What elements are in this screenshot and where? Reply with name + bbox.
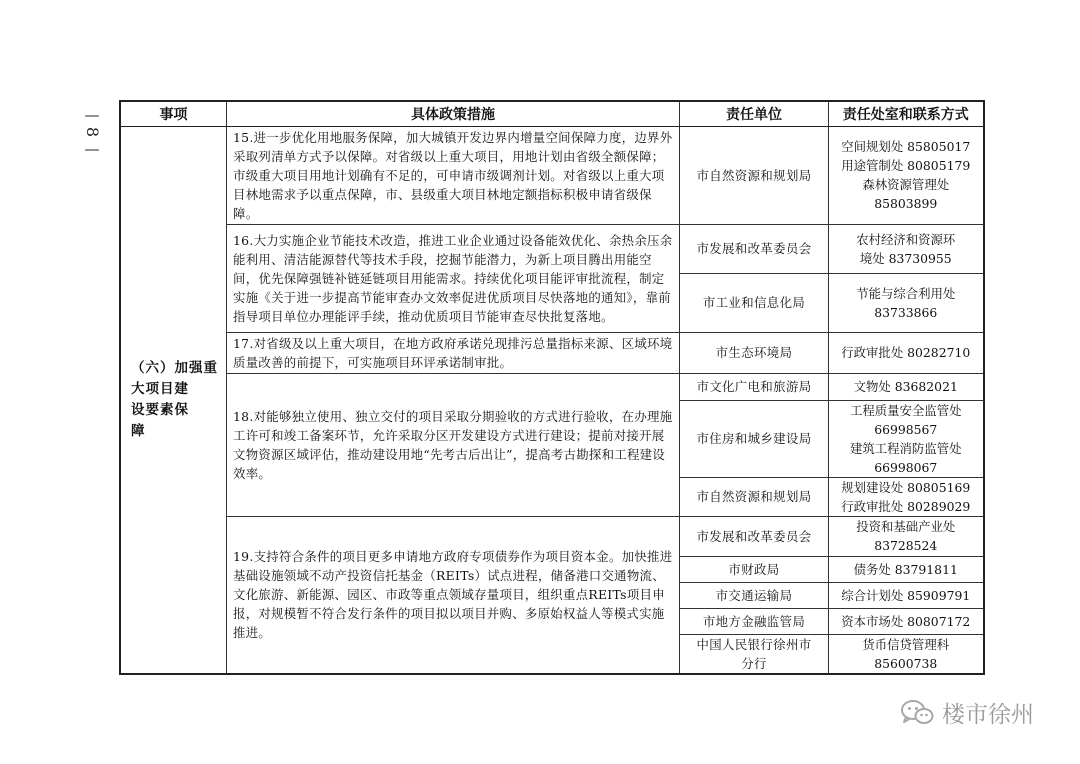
contact-cell: 工程质量安全监管处 66998567 建筑工程消防监管处 66998067 — [829, 400, 984, 477]
table-header-row — [120, 101, 984, 126]
unit-cell: 市发展和改革委员会 — [680, 224, 829, 273]
measure-18: 18.对能够独立使用、独立交付的项目采取分期验收的方式进行验收，在办理施工许可和竣工备案环节，允许采取分区开发建设方式进行建设；提前对接开展文物资源区域评估，推动建设用地“先考古后出让”，提高考古勘探和工程建设效率。 — [227, 373, 680, 516]
category-cell: （六）加强重 大项目建 设要素保 障 — [120, 126, 227, 674]
contact-cell: 货币信贷管理科 85600738 — [829, 634, 984, 674]
policy-table — [119, 100, 985, 675]
unit-cell: 市自然资源和规划局 — [680, 126, 829, 224]
watermark-text: 楼市徐州 — [942, 702, 1034, 728]
unit-cell: 市财政局 — [680, 556, 829, 582]
unit-cell: 市住房和城乡建设局 — [680, 400, 829, 477]
table-row — [120, 373, 984, 400]
unit-cell: 市自然资源和规划局 — [680, 477, 829, 516]
measure-19: 19.支持符合条件的项目更多申请地方政府专项债券作为项目资本金。加快推进基础设施领域不动产投资信托基金（REITs）试点进程，储备港口交通物流、文化旅游、新能源、园区、市政等重点领域存量项目，组织重点REITs项目申报，对规模暂不符合发行条件的项目拟以项目并购、多原始权益人等模式实施推进。 — [227, 516, 680, 674]
header-item: 事项 — [120, 101, 227, 126]
contact-cell: 空间规划处 85805017 用途管制处 80805179 森林资源管理处 85803899 — [829, 126, 984, 224]
unit-cell: 市工业和信息化局 — [680, 273, 829, 332]
watermark — [900, 696, 1034, 729]
unit-cell: 市发展和改革委员会 — [680, 516, 829, 556]
contact-cell: 文物处 83682021 — [829, 373, 984, 400]
header-measures: 具体政策措施 — [227, 101, 680, 126]
unit-cell: 中国人民银行徐州市 分行 — [680, 634, 829, 674]
table-row — [120, 224, 984, 273]
unit-cell: 市交通运输局 — [680, 582, 829, 608]
table-row — [120, 332, 984, 373]
contact-cell: 规划建设处 80805169 行政审批处 80289029 — [829, 477, 984, 516]
wechat-icon — [900, 699, 934, 727]
contact-cell: 债务处 83791811 — [829, 556, 984, 582]
table-row — [120, 126, 984, 224]
unit-cell: 市生态环境局 — [680, 332, 829, 373]
contact-cell: 节能与综合利用处 83733866 — [829, 273, 984, 332]
header-contact: 责任处室和联系方式 — [829, 101, 984, 126]
measure-15: 15.进一步优化用地服务保障，加大城镇开发边界内增量空间保障力度，边界外采取列清单方式予以保障。对省级以上重大项目，用地计划由省级全额保障；市级重大项目用地计划确有不足的，可申请市级调剂计划。对省级以上重大项目林地需求予以重点保障，市、县级重大项目林地定额指标积极申请省级保障。 — [227, 126, 680, 224]
contact-cell: 资本市场处 80807172 — [829, 608, 984, 634]
unit-cell: 市文化广电和旅游局 — [680, 373, 829, 400]
table-row — [120, 516, 984, 556]
header-unit: 责任单位 — [680, 101, 829, 126]
page-number — [78, 106, 106, 158]
contact-cell: 综合计划处 85909791 — [829, 582, 984, 608]
contact-cell: 农村经济和资源环 境处 83730955 — [829, 224, 984, 273]
contact-cell: 行政审批处 80282710 — [829, 332, 984, 373]
measure-16: 16.大力实施企业节能技术改造，推进工业企业通过设备能效优化、余热余压余能利用、清洁能源替代等技术手段，挖掘节能潜力，为新上项目腾出用能空间，优先保障强链补链延链项目用能需求。持续优化项目能评审批流程，制定实施《关于进一步提高节能审查办文效率促进优质项目尽快落地的通知》，靠前指导项目单位办理能评手续，推动优质项目节能审查尽快批复落地。 — [227, 224, 680, 332]
contact-cell: 投资和基础产业处 83728524 — [829, 516, 984, 556]
page-dash-bottom: — — [84, 140, 100, 158]
page-number-value: 8 — [83, 126, 102, 138]
page-dash-top: — — [84, 106, 100, 124]
measure-17: 17.对省级及以上重大项目，在地方政府承诺兑现排污总量指标来源、区域环境质量改善的前提下，可实施项目环评承诺制审批。 — [227, 332, 680, 373]
unit-cell: 市地方金融监管局 — [680, 608, 829, 634]
